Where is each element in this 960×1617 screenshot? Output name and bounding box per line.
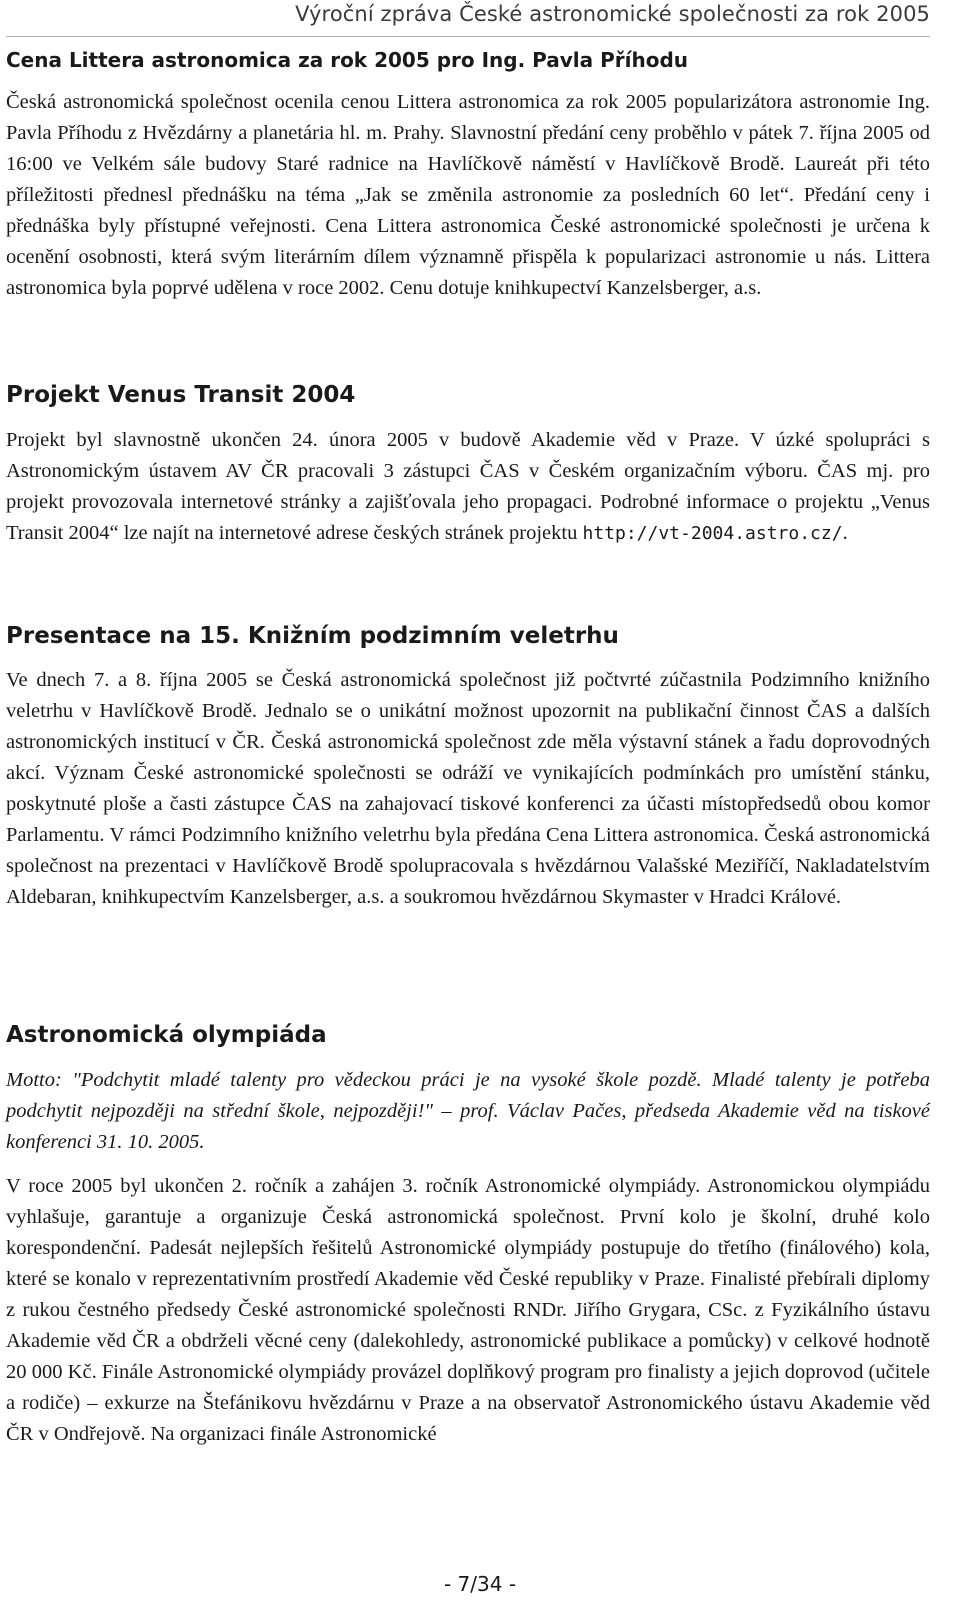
paragraph-venus-text: Projekt byl slavnostně ukončen 24. února 2005 v budově Akademie věd v Praze. V úzké spolupráci s Astronomickým ústavem AV ČR pracovali 3 zástupci ČAS v Českém organizačním výboru. ČAS mj. pro projekt provozovala internetové stránky a zajišťovala jeho propagaci. Podrobné informace o projektu „Venus Transit 2004“ lze najít na internetové adrese českých stránek projektu (6, 429, 930, 544)
paragraph-venus-end: . (842, 522, 848, 544)
section-heading-olympiada: Astronomická olympiáda (6, 1022, 327, 1048)
paragraph-veletrh: Ve dnech 7. a 8. října 2005 se Česká astronomická společnost již počtvrté zúčastnila Podzimního knižního veletrhu v Havlíčkově Brodě. Jednalo se o unikátní možnost upozornit na publikační činnost ČAS a dalších astronomických institucí v ČR. Česká astronomická společnost zde měla výstavní stánek a řadu doprovodných akcí. Význam České astronomické společnosti se odráží ve vynikajících podmínkách pro umístění stánku, poskytnuté ploše a časti zástupce ČAS na zahajovací tiskové konferenci za účasti místopředsedů obou komor Parlamentu. V rámci Podzimního knižního veletrhu byla předána Cena Littera astronomica. Česká astronomická společnost na prezentaci v Havlíčkově Brodě spolupracovala s hvězdárnou Valašské Meziříčí, Nakladatelstvím Aldebaran, knihkupectvím Kanzelsberger, a.s. a soukromou hvězdárnou Skymaster v Hradci Králové. (6, 669, 930, 908)
running-header: Výroční zpráva České astronomické společnosti za rok 2005 (295, 2, 930, 26)
paragraph-littera: Česká astronomická společnost ocenila cenou Littera astronomica za rok 2005 popularizátora astronomie Ing. Pavla Příhodu z Hvězdárny a planetária hl. m. Prahy. Slavnostní předání ceny proběhlo v pátek 7. října 2005 od 16:00 ve Velkém sále budovy Staré radnice na Havlíčkově náměstí v Havlíčkově Brodě. Laureát při této příležitosti přednesl přednášku na téma „Jak se změnila astronomie za posledních 60 let“. Předání ceny i přednáška byly přístupné veřejnosti. Cena Littera astronomica České astronomické společnosti je určena k ocenění osobnosti, která svým literárním dílem významně přispěla k popularizaci astronomie u nás. Littera astronomica byla poprvé udělena v roce 2002. Cenu dotuje knihkupectví Kanzelsberger, a.s. (6, 91, 930, 299)
motto-quote: Motto: "Podchytit mladé talenty pro vědeckou práci je na vysoké škole pozdě. Mladé talenty je potřeba podchytit nejpozději na střední škole, nejpozději!" – prof. Václav Pačes, předseda Akademie věd na tiskové konferenci 31. 10. 2005. (6, 1069, 930, 1153)
venus-project-link[interactable]: http://vt-2004.astro.cz/ (582, 523, 843, 544)
paragraph-venus (6, 425, 930, 549)
section-heading-littera: Cena Littera astronomica za rok 2005 pro Ing. Pavla Příhodu (6, 48, 689, 72)
section-heading-veletrh: Presentace na 15. Knižním podzimním veletrhu (6, 623, 619, 649)
header-divider (6, 36, 930, 37)
page-number: - 7/34 - (443, 1572, 517, 1596)
section-heading-venus: Projekt Venus Transit 2004 (6, 382, 356, 408)
paragraph-olympiada: V roce 2005 byl ukončen 2. ročník a zahájen 3. ročník Astronomické olympiády. Astronomickou olympiádu vyhlašuje, garantuje a organizuje Česká astronomická společnost. První kolo je školní, druhé kolo korespondenční. Padesát nejlepších řešitelů Astronomické olympiády postupuje do třetího (finálového) kola, které se konalo v reprezentativním prostředí Akademie věd České republiky v Praze. Finalisté přebírali diplomy z rukou čestného předsedy České astronomické společnosti RNDr. Jiřího Grygara, CSc. z Fyzikálního ústavu Akademie věd ČR a obdrželi věcné ceny (dalekohledy, astronomické publikace a pomůcky) v celkové hodnotě 20 000 Kč. Finále Astronomické olympiády provázel doplňkový program pro finalisty a jejich doprovod (učitele a rodiče) – exkurze na Štefánikovu hvězdárnu v Praze a na observatoř Astronomického ústavu Akademie věd ČR v Ondřejově. Na organizaci finále Astronomické (6, 1175, 930, 1445)
